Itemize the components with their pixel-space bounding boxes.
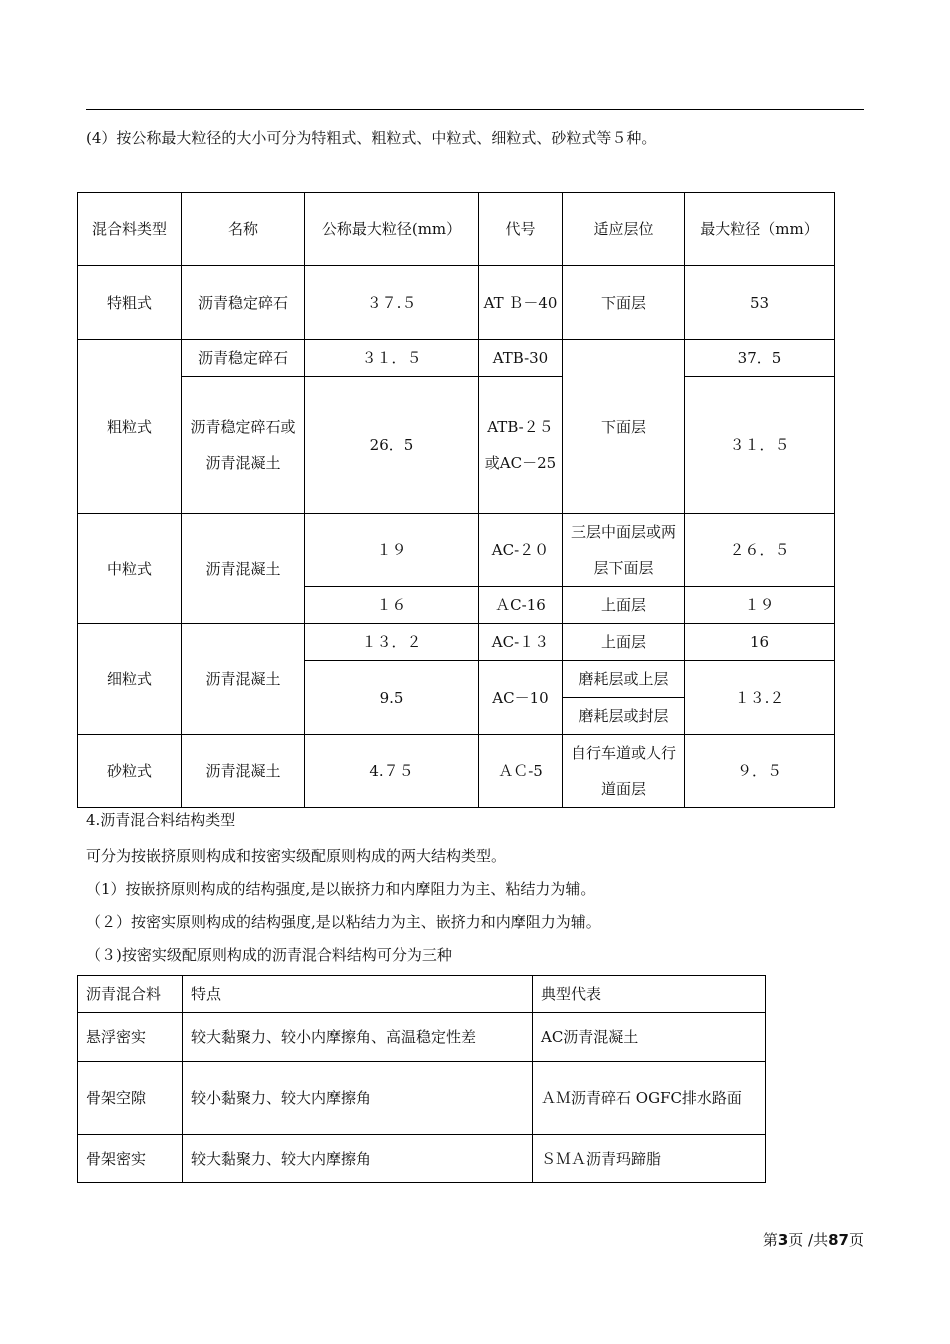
cell-feature: 较大黏聚力、较大内摩擦角 <box>183 1135 533 1183</box>
cell-name: 沥青混凝土 <box>182 735 305 808</box>
table-row <box>78 514 835 587</box>
table-row <box>78 624 835 661</box>
cell-max: ２６．５ <box>685 514 835 587</box>
particle-size-table <box>77 192 835 808</box>
cell-code: ATB-２５或AC－25 <box>479 377 563 514</box>
header-code: 代号 <box>479 193 563 266</box>
cell-type: 中粒式 <box>78 514 182 624</box>
section-paragraph: （３)按密实级配原则构成的沥青混合料结构可分为三种 <box>86 946 452 964</box>
cell-name: 沥青稳定碎石 <box>182 340 305 377</box>
cell-feature: 较小黏聚力、较大内摩擦角 <box>183 1062 533 1135</box>
cell-max: ３１．５ <box>685 377 835 514</box>
header-rule <box>86 109 864 110</box>
header-layer: 适应层位 <box>563 193 685 266</box>
cell-size: １９ <box>305 514 479 587</box>
section-paragraph: （1）按嵌挤原则构成的结构强度,是以嵌挤力和内摩阻力为主、粘结力为辅。 <box>86 880 596 898</box>
cell-layer: 下面层 <box>563 340 685 514</box>
cell-layer: 上面层 <box>563 587 685 624</box>
cell-size: 4.７５ <box>305 735 479 808</box>
table-row <box>78 266 835 340</box>
cell-code: AC-２０ <box>479 514 563 587</box>
cell-layer: 磨耗层或上层 <box>563 661 685 698</box>
cell-layer: 磨耗层或封层 <box>563 698 685 735</box>
footer-mid: 页 /共 <box>788 1231 829 1249</box>
table-row <box>78 735 835 808</box>
cell-type: 特粗式 <box>78 266 182 340</box>
cell-max: １３.２ <box>685 661 835 735</box>
cell-code: AC-１３ <box>479 624 563 661</box>
header-size: 公称最大粒径(mm） <box>305 193 479 266</box>
cell-mixture: 骨架密实 <box>78 1135 183 1183</box>
cell-mixture: 骨架空隙 <box>78 1062 183 1135</box>
cell-code: ＡC-16 <box>479 587 563 624</box>
section-paragraph: （２）按密实原则构成的结构强度,是以粘结力为主、嵌挤力和内摩阻力为辅。 <box>86 913 601 931</box>
cell-layer: 三层中面层或两层下面层 <box>563 514 685 587</box>
cell-example: ＳＭＡ沥青玛蹄脂 <box>533 1135 766 1183</box>
cell-name: 沥青稳定碎石或沥青混凝土 <box>182 377 305 514</box>
cell-code: ATB-30 <box>479 340 563 377</box>
cell-name: 沥青稳定碎石 <box>182 266 305 340</box>
cell-layer: 下面层 <box>563 266 685 340</box>
cell-layer: 上面层 <box>563 624 685 661</box>
cell-name: 沥青混凝土 <box>182 624 305 735</box>
cell-max: ９．５ <box>685 735 835 808</box>
table-header-row <box>78 193 835 266</box>
cell-size: 26．5 <box>305 377 479 514</box>
cell-max: １９ <box>685 587 835 624</box>
page-footer <box>763 1229 864 1250</box>
cell-size: １６ <box>305 587 479 624</box>
cell-type: 粗粒式 <box>78 340 182 514</box>
header-type: 混合料类型 <box>78 193 182 266</box>
cell-type: 细粒式 <box>78 624 182 735</box>
header-example: 典型代表 <box>533 976 766 1013</box>
cell-mixture: 悬浮密实 <box>78 1013 183 1062</box>
header-mixture: 沥青混合料 <box>78 976 183 1013</box>
intro-paragraph: (4）按公称最大粒径的大小可分为特粗式、粗粒式、中粒式、细粒式、砂粒式等５种。 <box>86 129 657 147</box>
table-row <box>78 377 835 514</box>
header-name: 名称 <box>182 193 305 266</box>
structure-type-table <box>77 975 766 1183</box>
footer-prefix: 第 <box>762 1231 778 1249</box>
cell-max: 37．5 <box>685 340 835 377</box>
cell-max: 16 <box>685 624 835 661</box>
cell-code: AC－10 <box>479 661 563 735</box>
cell-layer: 自行车道或人行道面层 <box>563 735 685 808</box>
section-paragraph: 可分为按嵌挤原则构成和按密实级配原则构成的两大结构类型。 <box>86 847 507 865</box>
footer-suffix: 页 <box>848 1231 864 1249</box>
cell-size: ３１．５ <box>305 340 479 377</box>
section-title: 4.沥青混合料结构类型 <box>86 811 236 829</box>
table-row <box>78 340 835 377</box>
cell-max: 53 <box>685 266 835 340</box>
cell-code: AT Ｂ－40 <box>479 266 563 340</box>
table-row <box>78 1135 766 1183</box>
cell-feature: 较大黏聚力、较小内摩擦角、高温稳定性差 <box>183 1013 533 1062</box>
table-row <box>78 1013 766 1062</box>
cell-example: AC沥青混凝土 <box>533 1013 766 1062</box>
current-page-number: 3 <box>777 1231 789 1249</box>
header-feature: 特点 <box>183 976 533 1013</box>
total-page-number: 87 <box>828 1231 849 1249</box>
cell-size: １３．２ <box>305 624 479 661</box>
cell-code: ＡＣ-5 <box>479 735 563 808</box>
header-max: 最大粒径（mm） <box>685 193 835 266</box>
table-header-row <box>78 976 766 1013</box>
cell-size: 9.5 <box>305 661 479 735</box>
table-row <box>78 1062 766 1135</box>
cell-size: ３７.５ <box>305 266 479 340</box>
cell-name: 沥青混凝土 <box>182 514 305 624</box>
cell-type: 砂粒式 <box>78 735 182 808</box>
cell-example: ＡＭ沥青碎石 OGFC排水路面 <box>533 1062 766 1135</box>
